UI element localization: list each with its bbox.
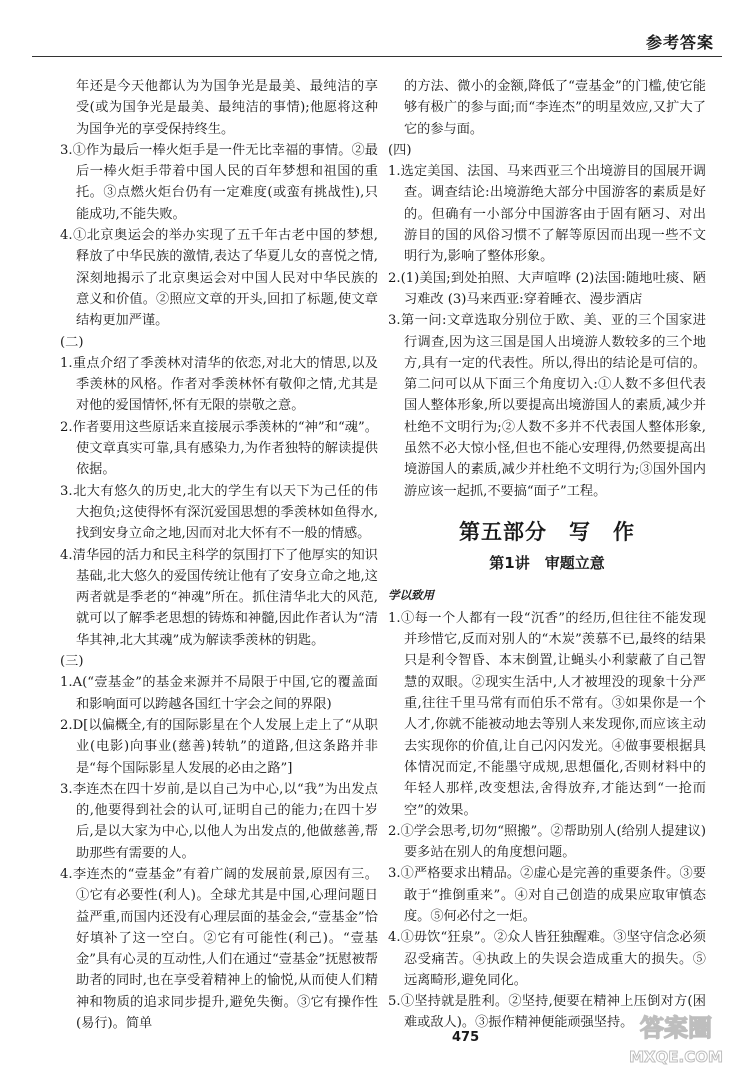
answer-paragraph: 1.①每一个人都有一段“沉香”的经历,但往往不能发现并珍惜它,反而对别人的“木炭”羡慕不已,最终的结果只是利令智昏、本末倒置,让蝇头小利蒙蔽了自己智慧的双眼。②现实生活中,人才被埋没的现象十分严重,往往千里马常有而伯乐不常有。③如果你是一个人才,你就不能被动地去等别人来发现你,而应该主动去实现你的价值,让自己闪闪发光。④做事要根据具体情况而定,不能墨守成规,思想僵化,否则材料中的年轻人那样,改变想法,舍得放弃,才能达到“一抢而空”的效果。 [388,610,706,818]
answer-paragraph: 3.李连杰在四十岁前,是以自己为中心,以“我”为出发点的,他要得到社会的认可,证明自己的能力;在四十岁后,是以大家为中心,以他人为出发点的,他做慈善,帮助那些有需要的人。 [60,781,378,861]
watermark-top-text: 答案圈 [640,1014,712,1042]
answer-paragraph: 2.①学会思考,切勿“照搬”。②帮助别人(给别人提建议)要多站在别人的角度想问题。 [388,823,706,861]
answer-paragraph: 3.①作为最后一棒火炬手是一件无比幸福的事情。②最后一棒火炬手带着中国人民的百年梦想和祖国的重托。③点燃火炬台仍有一定难度(或蛮有挑战性),只能成功,不能失败。 [60,142,378,222]
answer-paragraph: 2.D[以偏概全,有的国际影星在个人发展上走上了“从职业(电影)向事业(慈善)转轨”的道路,但这条路并非是“每个国际影星人发展的必由之路”] [60,717,378,776]
page-number: 475 [452,1030,480,1045]
answer-paragraph: 的方法、微小的金额,降低了“壹基金”的门槛,使它能够有极广的参与面;而“李连杰”的明星效应,又扩大了它的参与面。 [404,79,706,137]
section-heading: (四) [388,142,412,158]
section-heading: (二) [60,334,84,350]
part-title: 第五部分 写 作 [459,519,635,544]
header-rule [32,56,722,57]
section-heading: (三) [60,654,84,670]
right-column [388,76,706,1034]
watermark-logo [610,1008,742,1070]
answer-paragraph: 4.①北京奥运会的举办实现了五千年古老中国的梦想,释放了中华民族的激情,表达了华夏儿女的喜悦之情,深刻地揭示了北京奥运会对中国人民对中华民族的意义和价值。②照应文章的开头,回扣了标题,使文章结构更加严谨。 [60,228,378,329]
answer-paragraph: 4.李连杰的“壹基金”有着广阔的发展前景,原因有三。①它有必要性(利人)。全球尤其是中国,心理问题日益严重,而国内还没有心理层面的基金会,“壹基金”恰好填补了这一空白。②它有可能性(利己)。“壹基金”具有心灵的互动性,人们在通过“壹基金”抚慰被帮助者的同时,也在享受着精神上的愉悦,从而使人们精神和物质的追求同步提升,避免失衡。③它有操作性(易行)。简单 [60,866,378,1032]
sub-label: 学以致用 [388,587,434,602]
answer-paragraph: 1.重点介绍了季羡林对清华的依恋,对北大的情思,以及季羡林的风格。作者对季羡林怀有敬仰之情,尤其是对他的爱国情怀,怀有无限的崇敬之意。 [60,355,378,414]
answer-paragraph: 1.选定美国、法国、马来西亚三个出境游目的国展开调查。调查结论:出境游绝大部分中国游客的素质是好的。但确有一小部分中国游客由于固有陋习、对出游目的国的风俗习惯不了解等原因而出现一些不文明行为,影响了整体形象。 [388,164,706,265]
answer-paragraph: 4.①毋饮“狂泉”。②众人皆狂独醒难。③坚守信念必须忍受痛苦。④执政上的失误会造成重大的损失。⑤远离畸形,避免同化。 [388,930,706,988]
left-column [60,76,378,1034]
answer-paragraph: 3.北大有悠久的历史,北大的学生有以天下为己任的伟大抱负;这使得怀有深沉爱国思想的季羡林如鱼得水,找到安身立命之地,因而对北大怀有不一般的情感。 [60,483,378,542]
answer-paragraph: 3.第一问:文章选取分别位于欧、美、亚的三个国家进行调查,因为这三国是国人出境游人数较多的三个地方,具有一定的代表性。所以,得出的结论是可信的。第二问可以从下面三个角度切入:①人数不多但代表国人整体形象,所以要提高出境游国人的素质,减少并杜绝不文明行为;②人数不多并不代表国人整体形象,虽然不必大惊小怪,但也不能心安理得,仍然要提高出境游国人的素质,减少并杜绝不文明行为;③国外国内游应该一起抓,不要搞“面子”工程。 [388,313,706,499]
watermark-bottom-text: MXQE.COM [629,1048,723,1066]
lesson-title: 第1讲 审题立意 [489,554,605,573]
answer-paragraph: 年还是今天他都认为为国争光是最美、最纯洁的享受(或为国争光是最美、最纯洁的事情);他愿将这种为国争光的享受保持终生。 [76,79,378,137]
answer-paragraph: 4.清华园的活力和民主科学的氛围打下了他厚实的知识基础,北大悠久的爱国传统让他有了安身立命之地,这两者就是季老的“神魂”所在。抓住清华北大的风范,就可以了解季老思想的铸炼和神髓,因此作者认为“清华其神,北大其魂”成为解读季羡林的钥匙。 [60,547,378,648]
header-label: 参考答案 [645,33,714,52]
answer-paragraph: 1.A(“壹基金”的基金来源并不局限于中国,它的覆盖面和影响面可以跨越各国红十字会之间的界限) [60,675,378,712]
answer-paragraph: 2.作者要用这些原话来直接展示季羡林的“神”和“魂”。使文章真实可靠,具有感染力,为作者独特的解读提供依据。 [60,419,378,478]
answer-paragraph: 3.①严格要求出精品。②虚心是完善的重要条件。③要敢于“推倒重来”。④对自己创造的成果应取审慎态度。⑤何必付之一炬。 [388,866,706,924]
answer-paragraph: 2.(1)美国;到处拍照、大声喧哗 (2)法国:随地吐痰、陋习难改 (3)马来西亚:穿着睡衣、漫步酒店 [388,270,706,307]
answer-paragraph: 5.①坚持就是胜利。②坚持,便要在精神上压倒对方(困难或敌人)。③振作精神便能顽强坚持。 [388,994,706,1031]
